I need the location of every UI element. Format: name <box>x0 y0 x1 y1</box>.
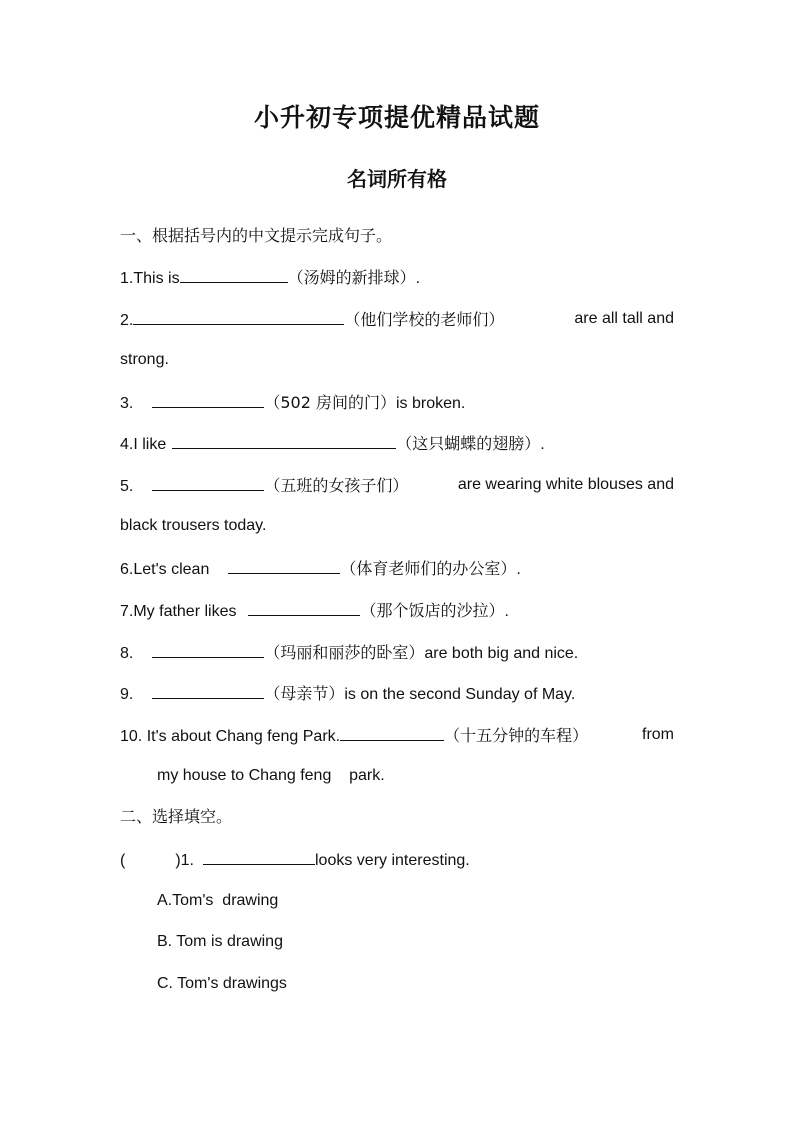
q8-prefix: 8. <box>120 645 134 662</box>
section1-heading: 一、根据括号内的中文提示完成句子。 <box>120 226 393 245</box>
q4-answer-blank[interactable] <box>172 432 396 449</box>
q2-suffix: are all tall and <box>574 310 674 327</box>
question-8 <box>120 641 578 665</box>
q5-answer-blank[interactable] <box>152 474 264 491</box>
choice-q1-suffix: looks very interesting. <box>315 852 470 869</box>
choice-q1-option-c: C. Tom's drawings <box>157 975 287 992</box>
q1-answer-blank[interactable] <box>180 266 288 283</box>
page-title: 小升初专项提优精品试题 <box>253 103 540 132</box>
q10-hint: （十五分钟的车程） <box>444 726 589 745</box>
page-subtitle: 名词所有格 <box>347 167 447 191</box>
q9-suffix: is on the second Sunday of May. <box>344 686 576 703</box>
q10-suffix: from <box>642 726 674 743</box>
q4-hint: （这只蝴蝶的翅膀） <box>396 434 541 453</box>
q10-prefix: 10. It's about Chang feng Park. <box>120 728 341 745</box>
q3-prefix: 3. <box>120 395 134 412</box>
q6-suffix: . <box>516 561 521 578</box>
q7-hint: （那个饭店的沙拉） <box>360 601 505 620</box>
q4-suffix: . <box>540 436 545 453</box>
choice-q1-option-b: B. Tom is drawing <box>157 933 283 950</box>
question-10 <box>120 724 588 748</box>
q2-hint: （他们学校的老师们） <box>344 310 505 329</box>
q5-continuation: black trousers today. <box>120 517 267 534</box>
q10-answer-blank[interactable] <box>340 724 444 741</box>
q6-prefix: 6.Let's clean <box>120 561 210 578</box>
q1-prefix: 1.This is <box>120 270 180 287</box>
q3-hint: （502 房间的门） <box>264 393 396 412</box>
choice-q1-blank[interactable] <box>203 848 315 865</box>
q1-suffix: . <box>415 270 421 287</box>
choice-question-1 <box>120 848 470 872</box>
choice-q1-paren-close: )1. <box>175 852 194 869</box>
q6-hint: （体育老师们的办公室） <box>340 559 517 578</box>
q2-continuation: strong. <box>120 351 169 368</box>
q8-answer-blank[interactable] <box>152 641 264 658</box>
question-2 <box>120 308 504 332</box>
question-5 <box>120 474 408 498</box>
question-6 <box>120 557 521 581</box>
q1-hint: （汤姆的新排球） <box>287 268 416 287</box>
q8-suffix: are both big and nice. <box>424 645 579 662</box>
q3-suffix: is broken. <box>395 395 466 412</box>
q5-suffix: are wearing white blouses and <box>457 476 674 493</box>
q2-answer-blank[interactable] <box>133 308 344 325</box>
q7-suffix: . <box>504 603 509 620</box>
question-9 <box>120 682 575 706</box>
q4-prefix: 4.I like <box>120 436 167 453</box>
choice-q1-option-a: A.Tom's drawing <box>157 892 279 909</box>
choice-q1-paren-open: ( <box>120 852 126 869</box>
q5-prefix: 5. <box>120 478 134 495</box>
q7-answer-blank[interactable] <box>248 599 360 616</box>
question-7 <box>120 599 509 623</box>
question-1 <box>120 266 420 290</box>
question-4 <box>120 432 545 456</box>
question-3 <box>120 391 465 415</box>
q3-answer-blank[interactable] <box>152 391 264 408</box>
q8-hint: （玛丽和丽莎的卧室） <box>264 643 425 662</box>
q10-continuation: my house to Chang feng park. <box>157 767 385 784</box>
q6-answer-blank[interactable] <box>228 557 340 574</box>
q9-answer-blank[interactable] <box>152 682 264 699</box>
q5-hint: （五班的女孩子们） <box>264 476 409 495</box>
section2-heading: 二、选择填空。 <box>120 807 233 826</box>
q9-hint: （母亲节） <box>264 684 345 703</box>
q7-prefix: 7.My father likes <box>120 603 237 620</box>
q2-prefix: 2. <box>120 312 134 329</box>
q9-prefix: 9. <box>120 686 134 703</box>
